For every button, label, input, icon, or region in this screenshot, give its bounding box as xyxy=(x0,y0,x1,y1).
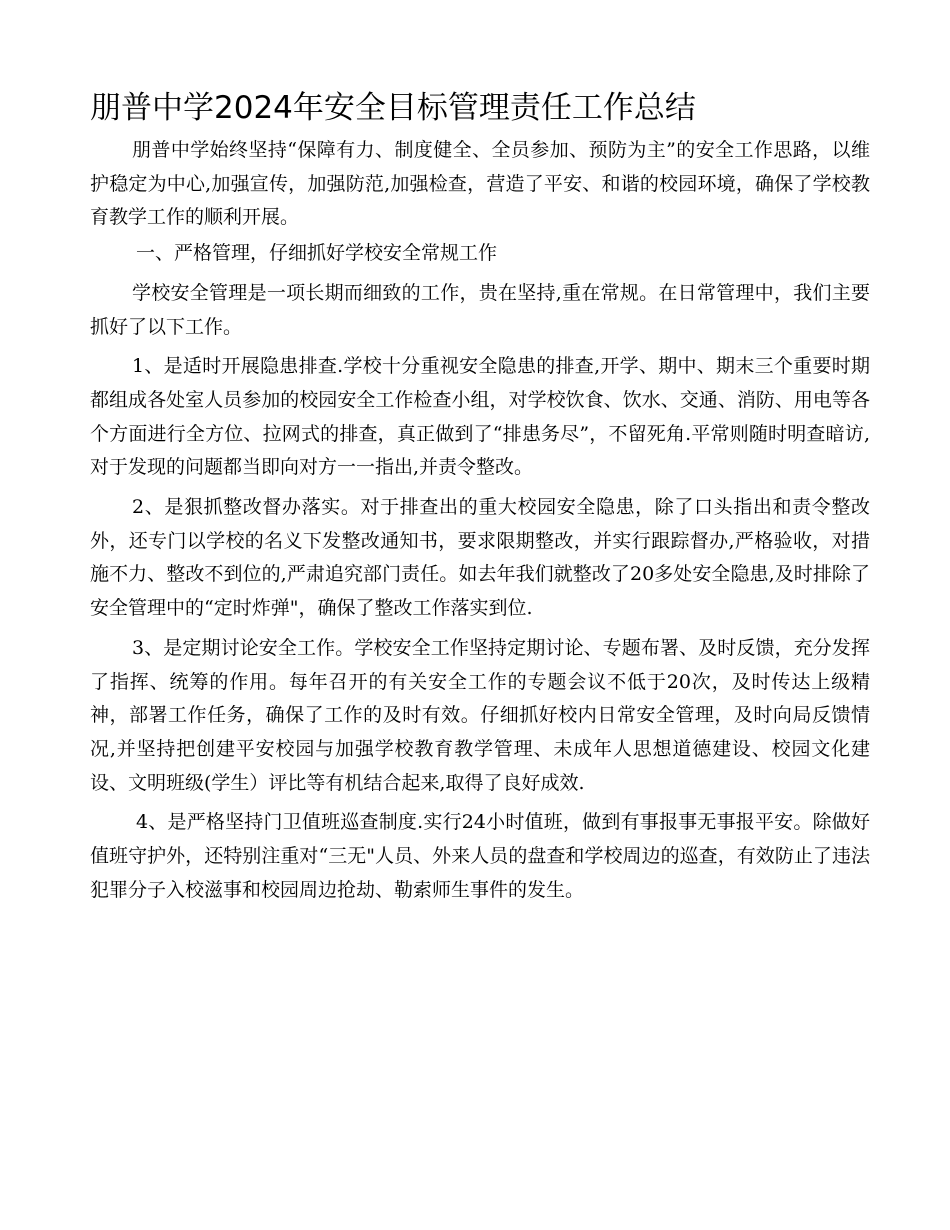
item-paragraph-4: 4、是严格坚持门卫值班巡查制度.实行24小时值班，做到有事报事无事报平安。除做好值班守护外，还特别注重对“三无"人员、外来人员的盘查和学校周边的巡查，有效防止了违法犯罪分子入校滋事和校园周边抢劫、勒索师生事件的发生。 xyxy=(90,811,870,901)
item-paragraph-3: 3、是定期讨论安全工作。学校安全工作坚持定期讨论、专题布署、及时反馈，充分发挥了指挥、统筹的作用。每年召开的有关安全工作的专题会议不低于20次，及时传达上级精神，部署工作任务，确保了工作的及时有效。仔细抓好校内日常安全管理，及时向局反馈情况,并坚持把创建平安校园与加强学校教育教学管理、未成年人思想道德建设、校园文化建设、文明班级(学生）评比等有机结合起来,取得了良好成效. xyxy=(90,636,870,794)
document-title: 朋普中学2024年安全目标管理责任工作总结 xyxy=(90,90,696,126)
section-heading-1: 一、严格管理，仔细抓好学校安全常规工作 xyxy=(136,242,498,265)
intro-text: 始终坚持“保障有力、制度健全、全员参加、预防为主”的安全工作思路，以维护稳定为中心,加强宣传，加强防范,加强检查，营造了平安、和谐的校园环境，确保了学校教育教学工作的顺利开展。 xyxy=(90,139,870,229)
intro-school-name: 朋普中学 xyxy=(132,139,210,161)
intro-paragraph xyxy=(90,134,870,235)
document-page xyxy=(90,86,870,913)
item-paragraph-2: 2、是狠抓整改督办落实。对于排查出的重大校园安全隐患，除了口头指出和责令整改外，还专门以学校的名义下发整改通知书，要求限期整改，并实行跟踪督办,严格验收，对措施不力、整改不到位的,严肃追究部门责任。如去年我们就整改了20多处安全隐患,及时排除了安全管理中的“定时炸弹"，确保了整改工作落实到位. xyxy=(90,496,870,620)
section-intro-paragraph: 学校安全管理是一项长期而细致的工作，贵在坚持,重在常规。在日常管理中，我们主要抓好了以下工作。 xyxy=(90,281,870,338)
item-paragraph-1: 1、是适时开展隐患排查.学校十分重视安全隐患的排查,开学、期中、期末三个重要时期都组成各处室人员参加的校园安全工作检查小组，对学校饮食、饮水、交通、消防、用电等各个方面进行全方位、拉网式的排查，真正做到了“排患务尽”，不留死角.平常则随时明查暗访,对于发现的问题都当即向对方一一指出,并责令整改。 xyxy=(90,355,870,479)
